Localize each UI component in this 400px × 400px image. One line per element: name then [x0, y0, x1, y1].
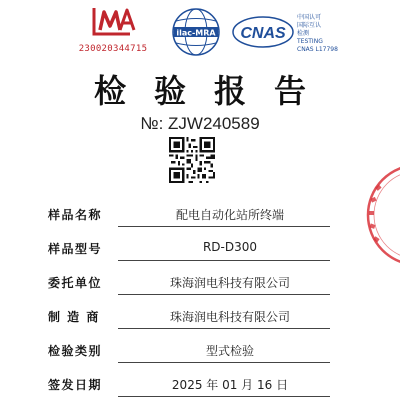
- cnas-info-line: TESTING: [297, 38, 323, 45]
- field-row-sample-name: [0, 206, 400, 230]
- field-label: 样品型号: [48, 242, 103, 256]
- field-row-client: [0, 274, 400, 298]
- field-row-inspection-type: [0, 342, 400, 366]
- cnas-info-line: 检测: [297, 30, 310, 37]
- ilac-mra-logo: [170, 6, 222, 58]
- red-seal-stamp: [348, 160, 400, 270]
- field-underline: [118, 260, 330, 261]
- cnas-mark-icon: [232, 16, 294, 48]
- field-label: 委托单位: [48, 276, 103, 290]
- cnas-info-line: 国际互认: [297, 22, 322, 29]
- cma-number: 230020344715: [78, 44, 148, 54]
- field-label: 制 造 商: [48, 310, 100, 324]
- field-value: 2025 年 01 月 16 日: [171, 378, 289, 392]
- cnas-logo: [232, 16, 294, 48]
- field-underline: [118, 226, 330, 227]
- field-row-sample-model: [0, 240, 400, 264]
- field-value: 配电自动化站所终端: [175, 208, 284, 222]
- field-underline: [118, 328, 330, 329]
- field-value: 型式检验: [205, 344, 254, 358]
- field-row-manufacturer: [0, 308, 400, 332]
- cnas-info: [297, 14, 357, 54]
- qr-code-icon: [169, 137, 215, 183]
- cnas-text: CNAS: [240, 25, 286, 42]
- field-label: 签发日期: [48, 378, 103, 392]
- field-value: RD-D300: [202, 240, 258, 254]
- cnas-info-line: 中国认可: [297, 14, 322, 21]
- field-value: 珠海润电科技有限公司: [169, 276, 290, 290]
- field-label: 检验类别: [48, 344, 103, 358]
- report-number: №: ZJW240589: [140, 114, 260, 133]
- cma-mark-icon: [90, 4, 138, 38]
- field-underline: [118, 396, 330, 397]
- cnas-info-line: CNAS L17798: [297, 46, 338, 53]
- field-underline: [118, 294, 330, 295]
- cma-logo: [78, 4, 148, 62]
- page-title: 检验报告: [93, 72, 334, 110]
- field-label: 样品名称: [48, 208, 103, 222]
- field-value: 珠海润电科技有限公司: [169, 310, 290, 324]
- ilac-text: ilac-MRA: [176, 28, 216, 38]
- field-underline: [118, 362, 330, 363]
- field-row-issue-date: [0, 376, 400, 400]
